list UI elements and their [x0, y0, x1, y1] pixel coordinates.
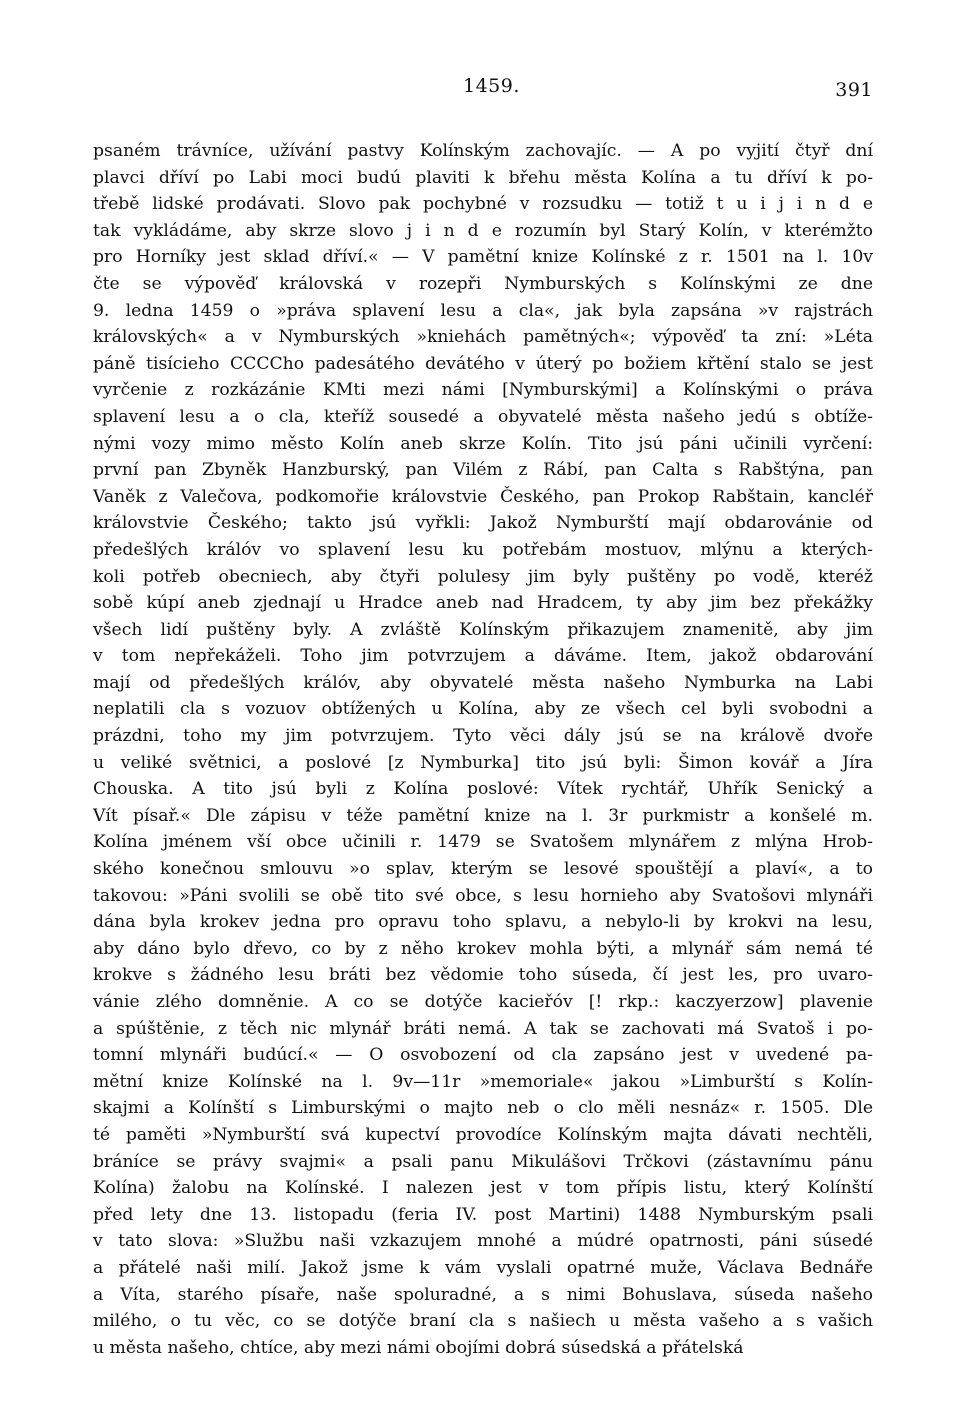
- text-line: dána byla krokev jedna pro opravu toho splavu, a nebylo-li by krokvi na lesu,: [93, 912, 873, 933]
- text-line: Kolína) žalobu na Kolínské. I nalezen jest v tom přípis listu, který Kolínští: [93, 1178, 873, 1199]
- text-line: prázdni, toho my jim potvrzujem. Tyto věci dály jsú se na králově dvoře: [93, 726, 873, 747]
- text-line: Chouska. A tito jsú byli z Kolína poslové: Vítek rychtář, Uhřík Senický a: [93, 779, 873, 800]
- text-line: první pan Zbyněk Hanzburský, pan Vilém z Rábí, pan Calta s Rabštýna, pan: [93, 460, 873, 481]
- text-line: a přátelé naši milí. Jakož jsme k vám vyslali opatrné muže, Václava Bednáře: [93, 1257, 873, 1278]
- text-line: plavci dříví po Labi moci budú plaviti k břehu města Kolína a tu dříví k po-: [93, 167, 873, 188]
- text-line: splavení lesu a o cla, kteříž sousedé a obyvatelé města našeho jedú s obtíže-: [93, 406, 873, 427]
- text-line: čte se výpověď královská v rozepři Nymburských s Kolínskými ze dne: [93, 273, 873, 294]
- text-line: koli potřeb obecniech, aby čtyři polulesy jim byly puštěny po vodě, kteréž: [93, 566, 873, 587]
- text-line: královských« a v Nymburských »kniehách pamětných«; výpověď ta zní: »Léta: [93, 327, 873, 348]
- text-line: v tom nepřekáželi. Toho jim potvrzujem a dáváme. Item, jakož obdarování: [93, 646, 873, 667]
- body-text: [93, 138, 873, 1361]
- text-line: aby dáno bylo dřevo, co by z něho krokev mohla býti, a mlynář sám nemá té: [93, 938, 873, 959]
- text-line: před lety dne 13. listopadu (feria IV. post Martini) 1488 Nymburským psali: [93, 1204, 873, 1225]
- text-line: vánie zlého domněnie. A co se dotýče kacieřóv [! rkp.: kaczyerzow] plavenie: [93, 992, 873, 1012]
- text-line: páně tisícieho CCCCho padesátého devátého v úterý po božiem křtění stalo se jest: [93, 353, 873, 374]
- text-line: a spúštěnie, z těch nic mlynář bráti nemá. A tak se zachovati má Svatoš i po-: [93, 1018, 873, 1039]
- text-line: ského konečnou smlouvu »o splav, kterým se lesové spouštějí a plaví«, a to: [93, 859, 873, 880]
- text-line: u města našeho, chtíce, aby mezi námi obojími dobrá súsedská a přátelská: [93, 1337, 744, 1358]
- text-line: nými vozy mimo město Kolín aneb skrze Kolín. Tito jsú páni učinili vyrčení:: [93, 433, 873, 454]
- text-line: mětní knize Kolínské na l. 9v—11r »memoriale« jakou »Limburští s Kolín-: [93, 1071, 873, 1092]
- text-line: pro Horníky jest sklad dříví.« — V pamětní knize Kolínské z r. 1501 na l. 10v: [93, 247, 873, 268]
- text-line: vyrčenie z rozkázánie KMti mezi námi [Nymburskými] a Kolínskými o práva: [93, 380, 873, 401]
- text-line: mají od předešlých králóv, aby obyvatelé města našeho Nymburka na Labi: [93, 672, 873, 693]
- page-number: 391: [835, 79, 873, 101]
- text-line: u veliké světnici, a poslové [z Nymburka] tito jsú byli: Šimon kovář a Jíra: [93, 752, 873, 773]
- text-line: Vaněk z Valečova, podkomořie královstvie Českého, pan Prokop Rabštain, kancléř: [93, 486, 873, 507]
- text-line: 9. ledna 1459 o »práva splavení lesu a cla«, jak byla zapsána »v rajstrách: [93, 300, 873, 321]
- text-line: všech lidí puštěny byly. A zvláště Kolínským přikazujem znamenitě, aby jim: [93, 619, 873, 640]
- text-line: a Víta, starého písaře, naše spoluradné, a s nimi Bohuslava, súseda našeho: [93, 1284, 873, 1305]
- text-line: tak vykládáme, aby skrze slovo j i n d e rozumín byl Starý Kolín, v kterémžto: [93, 220, 873, 241]
- text-line: třebě lidské prodávati. Slovo pak pochybné v rozsudku — totiž t u i j i n d e: [93, 194, 873, 215]
- text-line: sobě kúpí aneb zjednají u Hradce aneb nad Hradcem, ty aby jim bez překážky: [93, 593, 873, 614]
- text-line: psaném trávníce, užívání pastvy Kolínským zachovajíc. — A po vyjití čtyř dní: [93, 141, 873, 161]
- text-line: bráníce se právy svajmi« a psali panu Mikulášovi Trčkovi (zástavnímu pánu: [93, 1151, 873, 1172]
- text-line: skajmi a Kolínští s Limburskými o majto neb o clo měli nesnáz« r. 1505. Dle: [93, 1098, 873, 1119]
- running-head: [93, 75, 873, 105]
- text-line: takovou: »Páni svolili se obě tito své obce, s lesu hornieho aby Svatošovi mlynáři: [93, 885, 873, 906]
- text-line: krokve s žádného lesu bráti bez vědomie toho súseda, čí jest les, pro uvaro-: [93, 965, 873, 986]
- text-line: v tato slova: »Službu naši vzkazujem mnohé a múdré opatrnosti, páni súsedé: [93, 1231, 873, 1252]
- text-line: královstvie Českého; takto jsú vyřkli: Jakož Nymburští mají obdarovánie od: [93, 513, 873, 534]
- text-line: předešlých králóv vo splavení lesu ku potřebám mostuov, mlýnu a kterých-: [93, 539, 873, 560]
- header-year: 1459.: [463, 75, 520, 97]
- text-line: Vít písař.« Dle zápisu v téže pamětní knize na l. 3r purkmistr a konšelé m.: [93, 805, 873, 826]
- text-line: milého, o tu věc, co se dotýče braní cla s našiech u města vašeho a s vašich: [93, 1311, 873, 1332]
- text-line: neplatili cla s vozuov obtížených u Kolína, aby ze všech cel byli svobodni a: [93, 699, 873, 720]
- text-line: té paměti »Nymburští svá kupectví provodíce Kolínským majta dávati nechtěli,: [93, 1124, 873, 1145]
- text-line: tomní mlynáři budúcí.« — O osvobození od cla zapsáno jest v uvedené pa-: [93, 1045, 873, 1066]
- text-line: Kolína jménem vší obce učinili r. 1479 se Svatošem mlynářem z mlýna Hrob-: [93, 832, 873, 853]
